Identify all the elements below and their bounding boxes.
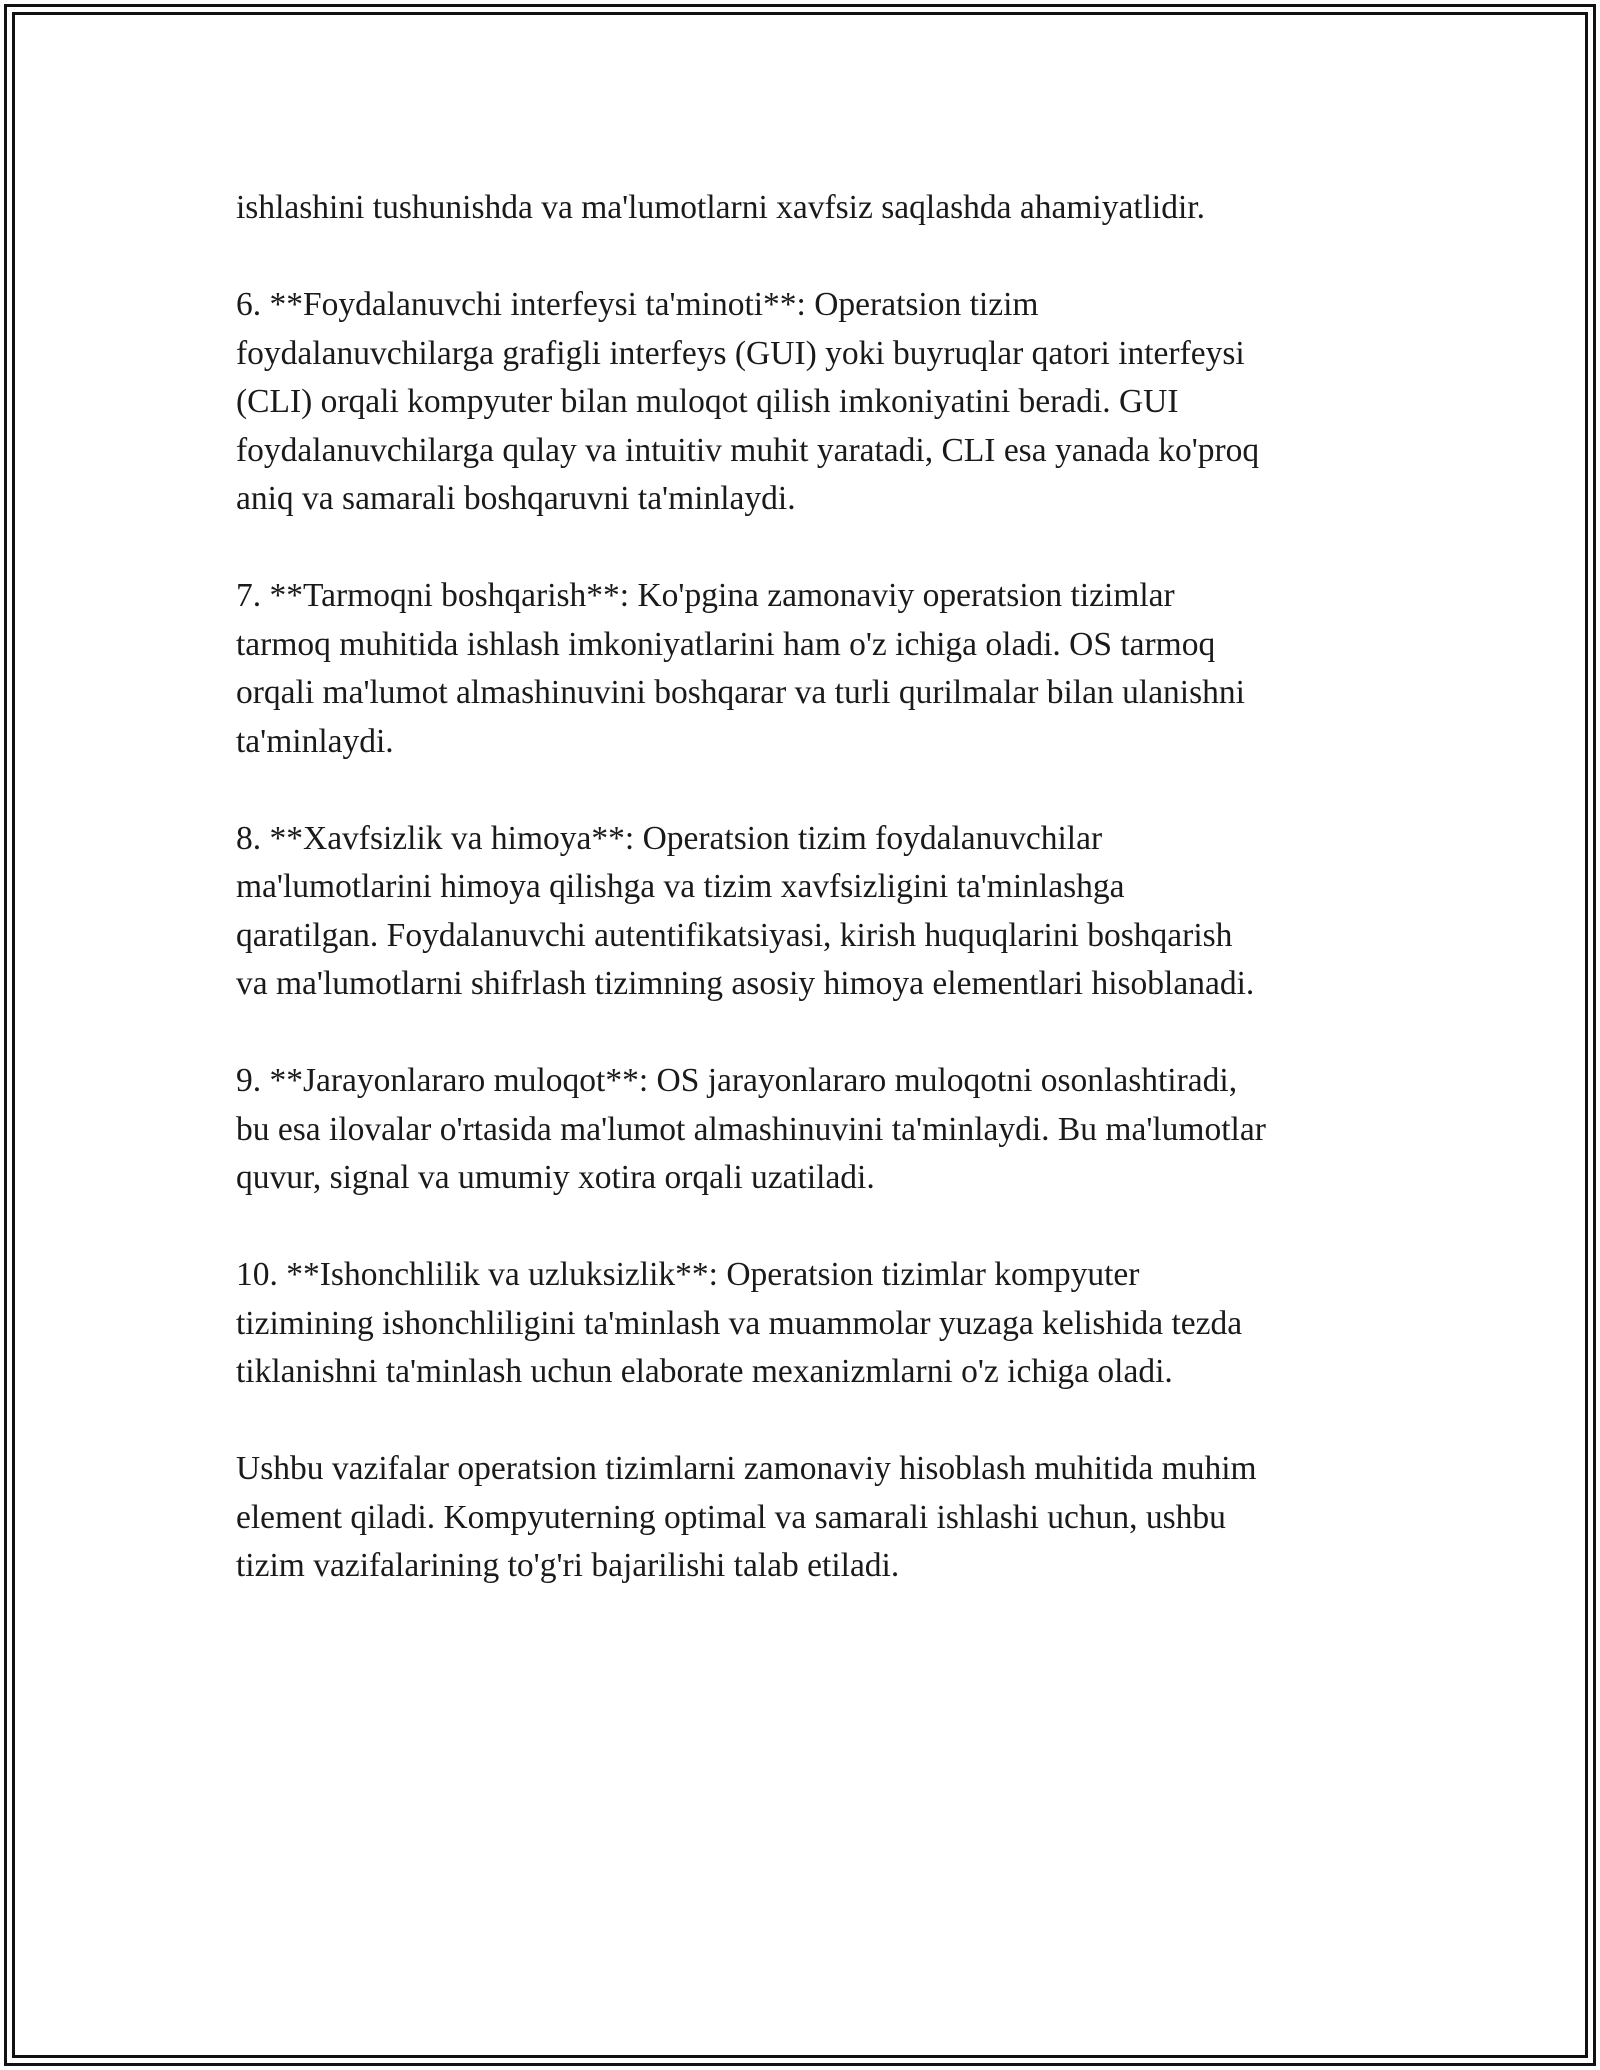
paragraph-conclusion: Ushbu vazifalar operatsion tizimlarni zamonaviy hisoblash muhitida muhim element qiladi. Kompyuterning optimal va samarali ishlashi uchun, ushbu tizim vazifalarining to'g'ri bajarilishi talab etiladi. — [236, 1450, 1257, 1584]
paragraph-item-8: 8. **Xavfsizlik va himoya**: Operatsion tizim foydalanuvchilar ma'lumotlarini himoya qilishga va tizim xavfsizligini ta'minlashga qaratilgan. Foydalanuvchi autentifikatsiyasi, kirish huquqlarini boshqarish va ma'lumotlarni shifrlash tizimning asosiy himoya elementlari hisoblanadi. — [236, 819, 1255, 1002]
document-body — [236, 184, 1376, 1639]
paragraph-item-9: 9. **Jarayonlararo muloqot**: OS jarayonlararo muloqotni osonlashtiradi, bu esa ilovalar o'rtasida ma'lumot almashinuvini ta'minlaydi. Bu ma'lumotlar quvur, signal va umumiy xotira orqali uzatiladi. — [236, 1062, 1266, 1196]
paragraph-item-6: 6. **Foydalanuvchi interfeysi ta'minoti**: Operatsion tizim foydalanuvchilarga grafigli interfeys (GUI) yoki buyruqlar qatori interfeysi (CLI) orqali kompyuter bilan muloqot qilish imkoniyatini beradi. GUI foydalanuvchilarga qulay va intuitiv muhit yaratadi, CLI esa yanada ko'proq aniq va samarali boshqaruvni ta'minlaydi. — [236, 286, 1260, 517]
paragraph-continuation: ishlashini tushunishda va ma'lumotlarni xavfsiz saqlashda ahamiyatlidir. — [236, 189, 1205, 226]
paragraph-item-7: 7. **Tarmoqni boshqarish**: Ko'pgina zamonaviy operatsion tizimlar tarmoq muhitida ishlash imkoniyatlarini ham o'z ichiga oladi. OS tarmoq orqali ma'lumot almashinuvini boshqarar va turli qurilmalar bilan ulanishni ta'minlaydi. — [236, 577, 1245, 760]
paragraph-item-10: 10. **Ishonchlilik va uzluksizlik**: Operatsion tizimlar kompyuter tizimining ishonchliligini ta'minlash va muammolar yuzaga kelishida tezda tiklanishni ta'minlash uchun elaborate mexanizmlarni o'z ichiga oladi. — [236, 1256, 1243, 1390]
